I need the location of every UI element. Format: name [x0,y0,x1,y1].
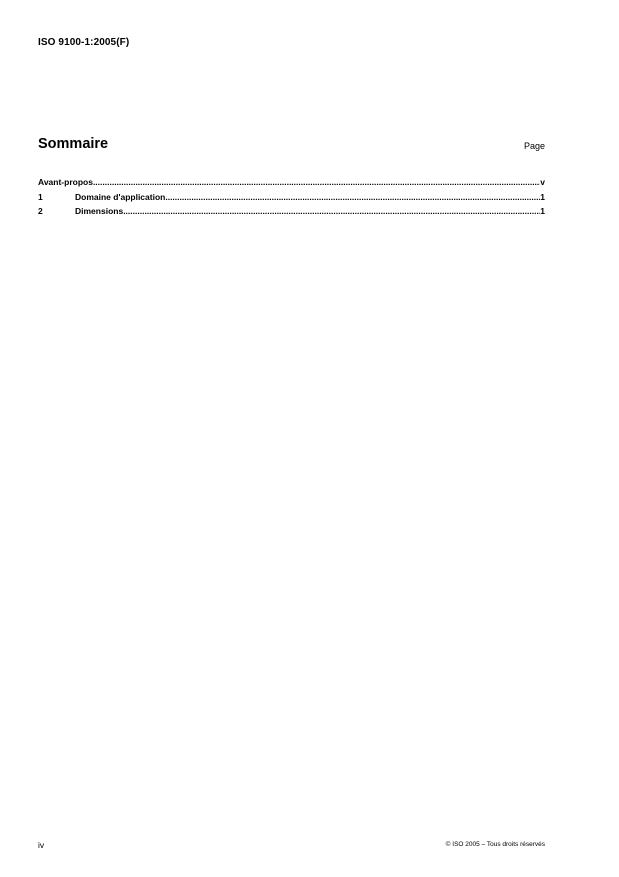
toc-entry-avant-propos[interactable] [38,177,545,192]
toc-entry-dimensions[interactable] [38,206,545,221]
toc-list [38,177,545,221]
toc-entry-page: 1 [540,206,545,216]
toc-dot-leader [123,206,540,216]
document-header-id: ISO 9100-1:2005(F) [38,37,130,48]
toc-entry-domaine-d-application[interactable] [38,192,545,207]
toc-heading-row [38,136,545,156]
footer-copyright: © ISO 2005 – Tous droits réservés [445,841,545,848]
toc-page-column-label: Page [523,141,545,151]
document-footer [38,840,545,852]
toc-entry-text: Avant-propos [38,177,93,187]
toc-entry-page: v [540,177,545,187]
toc-dot-leader [93,177,540,187]
toc-entry-page: 1 [540,191,545,202]
toc-title: Sommaire [38,136,109,152]
toc-dot-leader [165,192,540,202]
toc-entry-text: Domaine d'application [75,191,166,202]
toc-entry-number: 1 [38,191,43,202]
footer-page-number: iv [38,840,45,850]
toc-entry-number: 2 [38,206,43,216]
toc-entry-text: Dimensions [75,206,124,216]
